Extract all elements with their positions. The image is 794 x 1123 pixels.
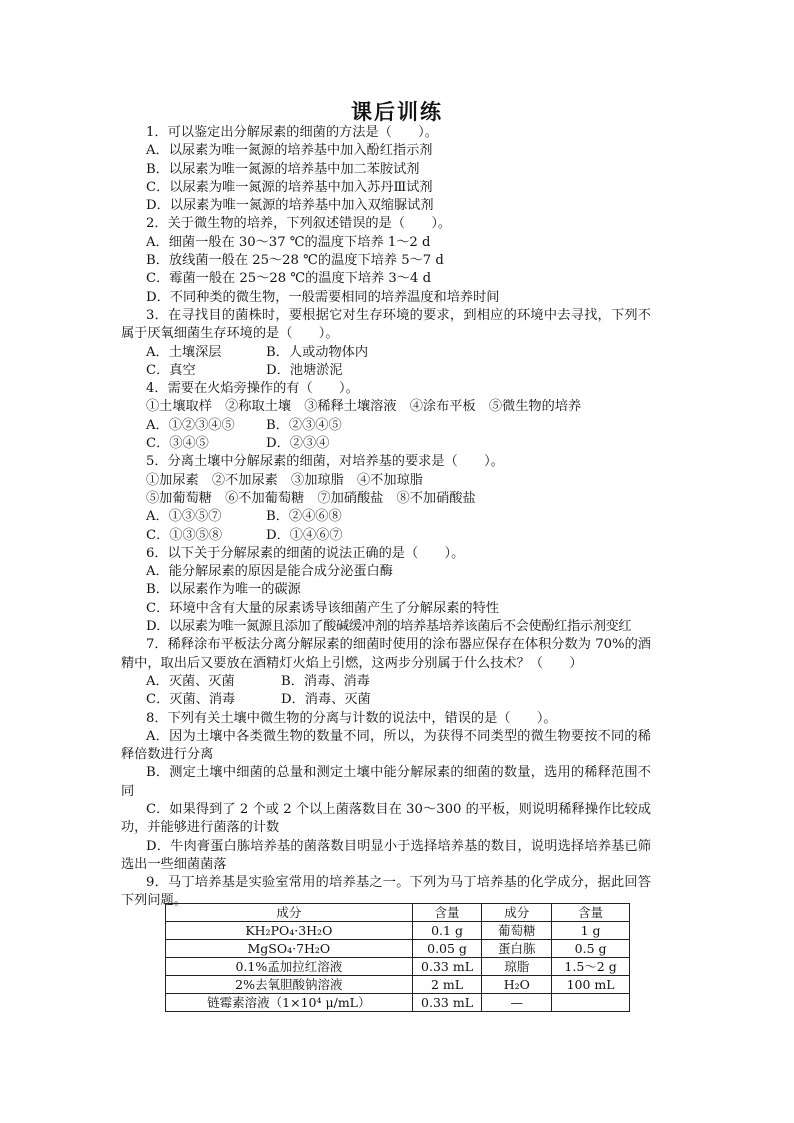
q4-options-ab <box>121 417 651 435</box>
q3-options-ab <box>121 344 651 362</box>
q3-stem: 3．在寻找目的菌株时，要根据它对生存环境的要求，到相应的环境中去寻找，下列不属于厌氧细菌生存环境的是（ ）。 <box>121 307 651 342</box>
q5-option-a: A．①③⑤⑦ <box>146 509 222 525</box>
q1-option-d: D．以尿素为唯一氮源的培养基中加入双缩脲试剂 <box>146 198 434 214</box>
table-cell: 1.5～2 g <box>552 958 630 976</box>
q5-options-ab <box>121 508 651 526</box>
q7-option-d: D．消毒、灭菌 <box>281 692 371 708</box>
q4-option-b: B．②③④⑤ <box>266 417 342 433</box>
table-row <box>166 958 630 976</box>
q5-options-cd <box>121 527 651 545</box>
table-cell: MgSO₄·7H₂O <box>166 940 413 958</box>
q7-option-b: B．消毒、消毒 <box>281 673 370 689</box>
martin-medium-table <box>165 903 630 1012</box>
q5-stem: 5．分离土壤中分解尿素的细菌，对培养基的要求是（ ）。 <box>146 454 504 470</box>
q4-options-cd <box>121 435 651 453</box>
q7-options-cd <box>121 691 651 709</box>
q2-option-b: B．放线菌一般在 25～28 ℃的温度下培养 5～7 d <box>146 253 444 269</box>
table-cell: — <box>482 994 552 1012</box>
q7-option-a: A．灭菌、灭菌 <box>146 673 235 689</box>
table-cell: 100 mL <box>552 976 630 994</box>
q1-stem: 1．可以鉴定出分解尿素的细菌的方法是（ ）。 <box>146 125 438 140</box>
table-header: 含量 <box>412 904 482 922</box>
q4-option-c: C．③④⑤ <box>146 436 209 452</box>
table-row <box>166 940 630 958</box>
q8-option-d: D．牛肉膏蛋白胨培养基的菌落数目明显小于选择培养基的数目，说明选择培养基已筛选出一些细菌菌落 <box>121 838 651 872</box>
q4-option-a: A．①②③④⑤ <box>146 417 235 433</box>
table-cell: 0.33 mL <box>412 994 482 1012</box>
q1-option-a: A．以尿素为唯一氮源的培养基中加入酚红指示剂 <box>146 143 433 159</box>
table-header: 成分 <box>166 904 413 922</box>
table-row <box>166 994 630 1012</box>
table-cell: 葡萄糖 <box>482 922 552 940</box>
q3-options-cd <box>121 362 651 380</box>
table-cell: 0.33 mL <box>412 958 482 976</box>
table-cell: 琼脂 <box>482 958 552 976</box>
table-header: 含量 <box>552 904 630 922</box>
q1-option-c: C．以尿素为唯一氮源的培养基中加入苏丹Ⅲ试剂 <box>146 179 433 195</box>
q7-option-c: C．灭菌、消毒 <box>146 692 236 708</box>
q2-option-d: D．不同种类的微生物，一般需要相同的培养温度和培养时间 <box>146 289 500 305</box>
q5-items-2: ⑤加葡萄糖 ⑥不加葡萄糖 ⑦加硝酸盐 ⑧不加硝酸盐 <box>146 490 476 506</box>
q5-items-1: ①加尿素 ②不加尿素 ③加琼脂 ④不加琼脂 <box>146 472 423 488</box>
q7-options-ab <box>121 673 651 691</box>
q2-option-a: A．细菌一般在 30～37 ℃的温度下培养 1～2 d <box>146 234 431 250</box>
q5-option-c: C．①③⑤⑧ <box>146 527 223 543</box>
table-cell: 0.1 g <box>412 922 482 940</box>
table-cell: 1 g <box>552 922 630 940</box>
table-cell: 2 mL <box>412 976 482 994</box>
q4-option-d: D．②③④ <box>266 436 330 452</box>
table-cell: 0.05 g <box>412 940 482 958</box>
q8-option-a: A．因为土壤中各类微生物的数量不同，所以，为获得不同类型的微生物要按不同的稀释倍数进行分离 <box>121 728 651 763</box>
table-header-row <box>166 904 630 922</box>
q6-option-c: C．环境中含有大量的尿素诱导该细菌产生了分解尿素的特性 <box>146 600 499 616</box>
q6-option-a: A．能分解尿素的原因是能合成分泌蛋白酶 <box>146 564 393 580</box>
table-cell: H₂O <box>482 976 552 994</box>
q8-stem: 8．下列有关土壤中微生物的分离与计数的说法中，错误的是（ ）。 <box>146 710 557 726</box>
question-list <box>121 124 651 911</box>
q7-stem: 7．稀释涂布平板法分离分解尿素的细菌时使用的涂布器应保存在体积分数为 70%的酒精中，取出后又要放在酒精灯火焰上引燃，这两步分别属于什么技术？（ ） <box>121 637 651 671</box>
table-cell: 蛋白胨 <box>482 940 552 958</box>
q9-stem: 9．马丁培养基是实验室常用的培养基之一。下列为马丁培养基的化学成分，据此回答下列问题。 <box>121 875 651 909</box>
table-cell: 0.5 g <box>552 940 630 958</box>
table-cell: KH₂PO₄·3H₂O <box>166 922 413 940</box>
q3-option-a: A．土壤深层 <box>146 344 222 360</box>
q6-stem: 6．以下关于分解尿素的细菌的说法正确的是（ ）。 <box>146 545 465 561</box>
q2-stem: 2．关于微生物的培养，下列叙述错误的是（ ）。 <box>146 216 452 232</box>
table-header: 成分 <box>482 904 552 922</box>
q5-option-d: D．①④⑥⑦ <box>266 527 343 543</box>
q6-option-b: B．以尿素作为唯一的碳源 <box>146 582 301 598</box>
q5-option-b: B．②④⑥⑧ <box>266 509 342 525</box>
q1-option-b: B．以尿素为唯一氮源的培养基中加二苯胺试剂 <box>146 161 420 177</box>
q3-option-b: B．人或动物体内 <box>266 344 369 360</box>
table-cell: 0.1%孟加拉红溶液 <box>166 958 413 976</box>
q3-option-d: D．池塘淤泥 <box>266 362 343 378</box>
q4-stem: 4．需要在火焰旁操作的有（ ）。 <box>146 381 359 397</box>
q4-items: ①土壤取样 ②称取土壤 ③稀释土壤溶液 ④涂布平板 ⑤微生物的培养 <box>146 399 582 415</box>
table-row <box>166 976 630 994</box>
q8-option-b: B．测定土壤中细菌的总量和测定土壤中能分解尿素的细菌的数量，选用的稀释范围不同 <box>121 765 651 799</box>
table-cell: 2%去氧胆酸钠溶液 <box>166 976 413 994</box>
q3-option-c: C．真空 <box>146 362 196 378</box>
page-title: 课后训练 <box>351 99 443 124</box>
table-cell <box>552 994 630 1012</box>
table-cell: 链霉素溶液（1×10⁴ μ/mL） <box>166 994 413 1012</box>
q8-option-c: C．如果得到了 2 个或 2 个以上菌落数目在 30～300 的平板，则说明稀释操作比较成功，并能够进行菌落的计数 <box>121 801 651 836</box>
q2-option-c: C．霉菌一般在 25～28 ℃的温度下培养 3～4 d <box>146 271 432 287</box>
table-row <box>166 922 630 940</box>
q6-option-d: D．以尿素为唯一氮源且添加了酸碱缓冲剂的培养基培养该菌后不会使酚红指示剂变红 <box>146 619 632 635</box>
